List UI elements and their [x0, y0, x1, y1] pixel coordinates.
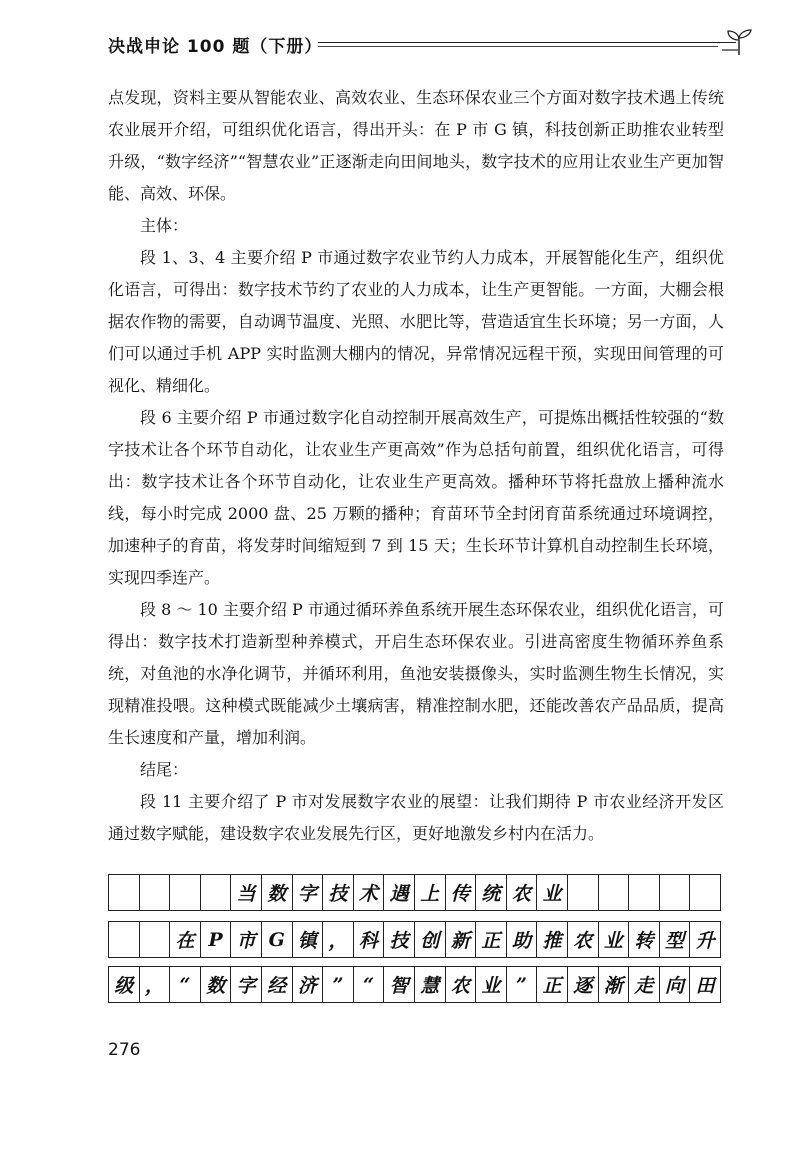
grid-cell: 正	[476, 921, 507, 958]
answer-grid-row-3	[108, 966, 721, 1003]
answer-grid-row-1	[108, 874, 721, 911]
grid-cell: 升	[690, 921, 721, 958]
grid-cell: 遇	[384, 874, 415, 911]
grid-cell: 逐	[568, 966, 599, 1003]
grid-cell	[568, 874, 599, 911]
grid-cell: 正	[537, 966, 568, 1003]
grid-cell: 镇	[293, 921, 324, 958]
grid-cell: 技	[323, 874, 354, 911]
grid-cell: 数	[262, 874, 293, 911]
grid-cell: 农	[568, 921, 599, 958]
grid-cell: 经	[262, 966, 293, 1003]
paragraph-intro-continued: 点发现，资料主要从智能农业、高效农业、生态环保农业三个方面对数字技术遇上传统农业展开介绍，可组织优化语言，得出开头：在 P 市 G 镇，科技创新正助推农业转型升级，“数字经济”“智慧农业”正逐渐走向田间地头，数字技术的应用让农业生产更加智能、高效、环保。	[108, 88, 724, 203]
grid-cell: 创	[415, 921, 446, 958]
grid-cell: 字	[231, 966, 262, 1003]
header-rule-thin	[318, 46, 718, 47]
paragraph-eco-agriculture: 段 8 ～ 10 主要介绍 P 市通过循环养鱼系统开展生态环保农业，组织优化语言，可得出：数字技术打造新型种养模式，开启生态环保农业。引进高密度生物循环养鱼系统，对鱼池的水净化调节，并循环利用，鱼池安装摄像头，实时监测生物生长情况，实现精准投喂。这种模式既能减少土壤病害，精准控制水肥，还能改善农产品品质，提高生长速度和产量，增加利润。	[108, 600, 724, 747]
grid-cell: “	[170, 966, 201, 1003]
grid-cell: P	[201, 921, 232, 958]
grid-cell: 在	[170, 921, 201, 958]
grid-cell: ，	[140, 966, 171, 1003]
grid-cell: 智	[384, 966, 415, 1003]
grid-cell	[201, 874, 232, 911]
grid-cell: 业	[599, 921, 630, 958]
grid-cell: 推	[537, 921, 568, 958]
grid-cell: 助	[507, 921, 538, 958]
grid-cell: 字	[293, 874, 324, 911]
grid-cell: ”	[323, 966, 354, 1003]
grid-cell	[690, 874, 721, 911]
grid-cell: 业	[537, 874, 568, 911]
heading-main-body: 主体：	[140, 216, 189, 235]
body-text	[108, 82, 724, 850]
grid-cell: 新	[446, 921, 477, 958]
grid-cell: 上	[415, 874, 446, 911]
grid-cell: G	[262, 921, 293, 958]
paragraph-conclusion: 段 11 主要介绍了 P 市对发展数字农业的展望：让我们期待 P 市农业经济开发区通过数字赋能，建设数字农业发展先行区，更好地激发乡村内在活力。	[108, 792, 724, 843]
page-number: 276	[108, 1040, 141, 1060]
grid-cell: 技	[384, 921, 415, 958]
grid-cell	[599, 874, 630, 911]
grid-cell: 济	[293, 966, 324, 1003]
grid-cell: “	[354, 966, 385, 1003]
grid-cell	[109, 874, 140, 911]
grid-cell: 向	[660, 966, 691, 1003]
grid-cell: ，	[323, 921, 354, 958]
paragraph-smart-agriculture: 段 1、3、4 主要介绍 P 市通过数字农业节约人力成本，开展智能化生产，组织优化语言，可得出：数字技术节约了农业的人力成本，让生产更智能。一方面，大棚会根据农作物的需要，自动调节温度、光照、水肥比等，营造适宜生长环境；另一方面，人们可以通过手机 APP 实时监测大棚内的情况，异常情况远程干预，实现田间管理的可视化、精细化。	[108, 248, 724, 395]
grid-cell: ”	[507, 966, 538, 1003]
grid-cell: 田	[690, 966, 721, 1003]
answer-grid-row-2	[108, 921, 721, 958]
grid-cell: 传	[446, 874, 477, 911]
grid-cell: 当	[231, 874, 262, 911]
grid-cell: 术	[354, 874, 385, 911]
sprout-icon	[722, 28, 756, 56]
grid-cell: 型	[660, 921, 691, 958]
grid-cell	[140, 921, 171, 958]
grid-cell: 科	[354, 921, 385, 958]
grid-cell	[629, 874, 660, 911]
grid-cell: 数	[201, 966, 232, 1003]
grid-cell	[140, 874, 171, 911]
grid-cell: 市	[231, 921, 262, 958]
grid-cell	[109, 921, 140, 958]
book-title: 决战申论 100 题（下册）	[108, 37, 323, 57]
grid-cell: 业	[476, 966, 507, 1003]
grid-cell: 走	[629, 966, 660, 1003]
running-header	[108, 28, 758, 60]
grid-cell: 统	[476, 874, 507, 911]
grid-cell: 农	[446, 966, 477, 1003]
grid-cell	[660, 874, 691, 911]
grid-cell: 转	[629, 921, 660, 958]
grid-cell: 农	[507, 874, 538, 911]
paragraph-efficient-agriculture: 段 6 主要介绍 P 市通过数字化自动控制开展高效生产，可提炼出概括性较强的“数字技术让各个环节自动化，让农业生产更高效”作为总括句前置，组织优化语言，可得出：数字技术让各个环节自动化，让农业生产更高效。播种环节将托盘放上播种流水线，每小时完成 2000 盘、25 万颗的播种；育苗环节全封闭育苗系统通过环境调控，加速种子的育苗，将发芽时间缩短到 7 到 15 天；生长环节计算机自动控制生长环境，实现四季连产。	[108, 408, 724, 587]
grid-cell	[170, 874, 201, 911]
heading-conclusion: 结尾：	[140, 760, 189, 779]
header-rule	[318, 42, 736, 43]
grid-cell: 慧	[415, 966, 446, 1003]
grid-cell: 渐	[599, 966, 630, 1003]
grid-cell: 级	[109, 966, 140, 1003]
